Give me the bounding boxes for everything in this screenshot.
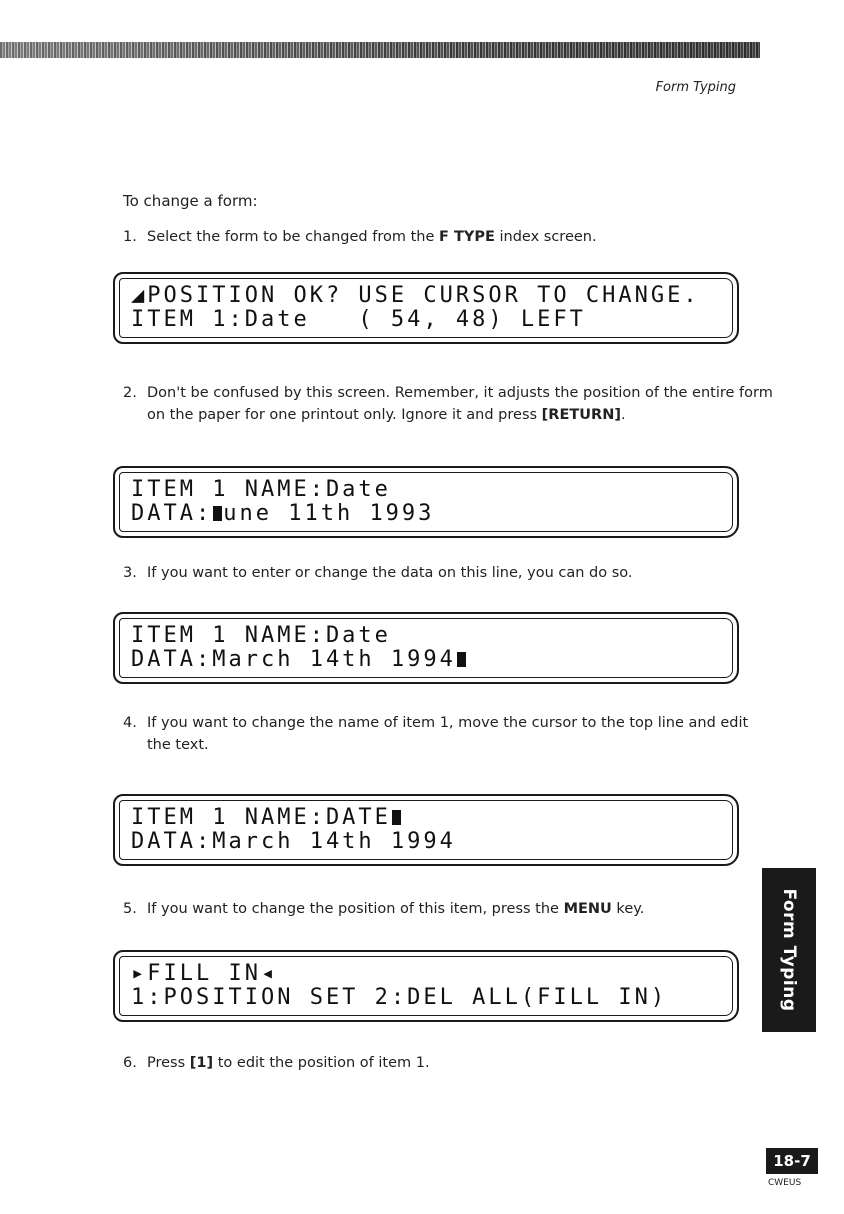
cursor-block: [213, 506, 222, 521]
lcd-screen-4: [113, 794, 739, 866]
lcd-screen-2: [113, 466, 739, 538]
lcd-line: ITEM 1 NAME:Date: [131, 623, 391, 648]
step-3: 3. If you want to enter or change the data on this line, you can do so.: [123, 562, 633, 584]
cursor-block: [392, 810, 401, 825]
lcd-line: DATA:March 14th 1994: [131, 648, 721, 672]
page-number: 18-7: [766, 1148, 818, 1174]
step-6: 6. Press [1] to edit the position of item 1.: [123, 1052, 430, 1074]
lcd-line: ▸FILL IN◂: [131, 961, 278, 986]
intro-text: To change a form:: [123, 192, 258, 210]
lcd-screen-3: [113, 612, 739, 684]
lcd-screen-1: [113, 272, 739, 344]
running-head: Form Typing: [655, 80, 736, 95]
lcd-line: ITEM 1 NAME:DATE: [131, 806, 721, 830]
section-tab: [762, 868, 816, 1032]
lcd-line: ◢POSITION OK? USE CURSOR TO CHANGE.: [131, 283, 700, 308]
lcd-line: DATA:March 14th 1994: [131, 829, 456, 854]
lcd-line: ITEM 1:Date ( 54, 48) LEFT: [131, 307, 586, 332]
cursor-block: [457, 652, 466, 667]
step-number: 6.: [123, 1055, 137, 1071]
step-number: 4.: [123, 715, 137, 731]
lcd-screen-5: [113, 950, 739, 1022]
lcd-line: 1:POSITION SET 2:DEL ALL(FILL IN): [131, 985, 668, 1010]
step-number: 1.: [123, 229, 137, 245]
lcd-line: DATA: une 11th 1993: [131, 501, 435, 526]
step-4: 4. If you want to change the name of item 1, move the cursor to the top line and edit the text.: [123, 712, 748, 756]
step-1: 1. Select the form to be changed from the F TYPE index screen.: [123, 226, 597, 248]
step-2: 2. Don't be confused by this screen. Remember, it adjusts the position of the entire form on the paper for one printout only. Ignore it and press [RETURN].: [123, 382, 773, 426]
step-number: 3.: [123, 565, 137, 581]
header-pattern-bar: [0, 42, 760, 58]
step-number: 2.: [123, 385, 137, 401]
step-5: 5. If you want to change the position of this item, press the MENU key.: [123, 898, 644, 920]
footer-code: CWEUS: [768, 1178, 802, 1188]
step-number: 5.: [123, 901, 137, 917]
section-tab-label: Form Typing: [779, 888, 799, 1012]
lcd-line: ITEM 1 NAME:Date: [131, 477, 391, 502]
